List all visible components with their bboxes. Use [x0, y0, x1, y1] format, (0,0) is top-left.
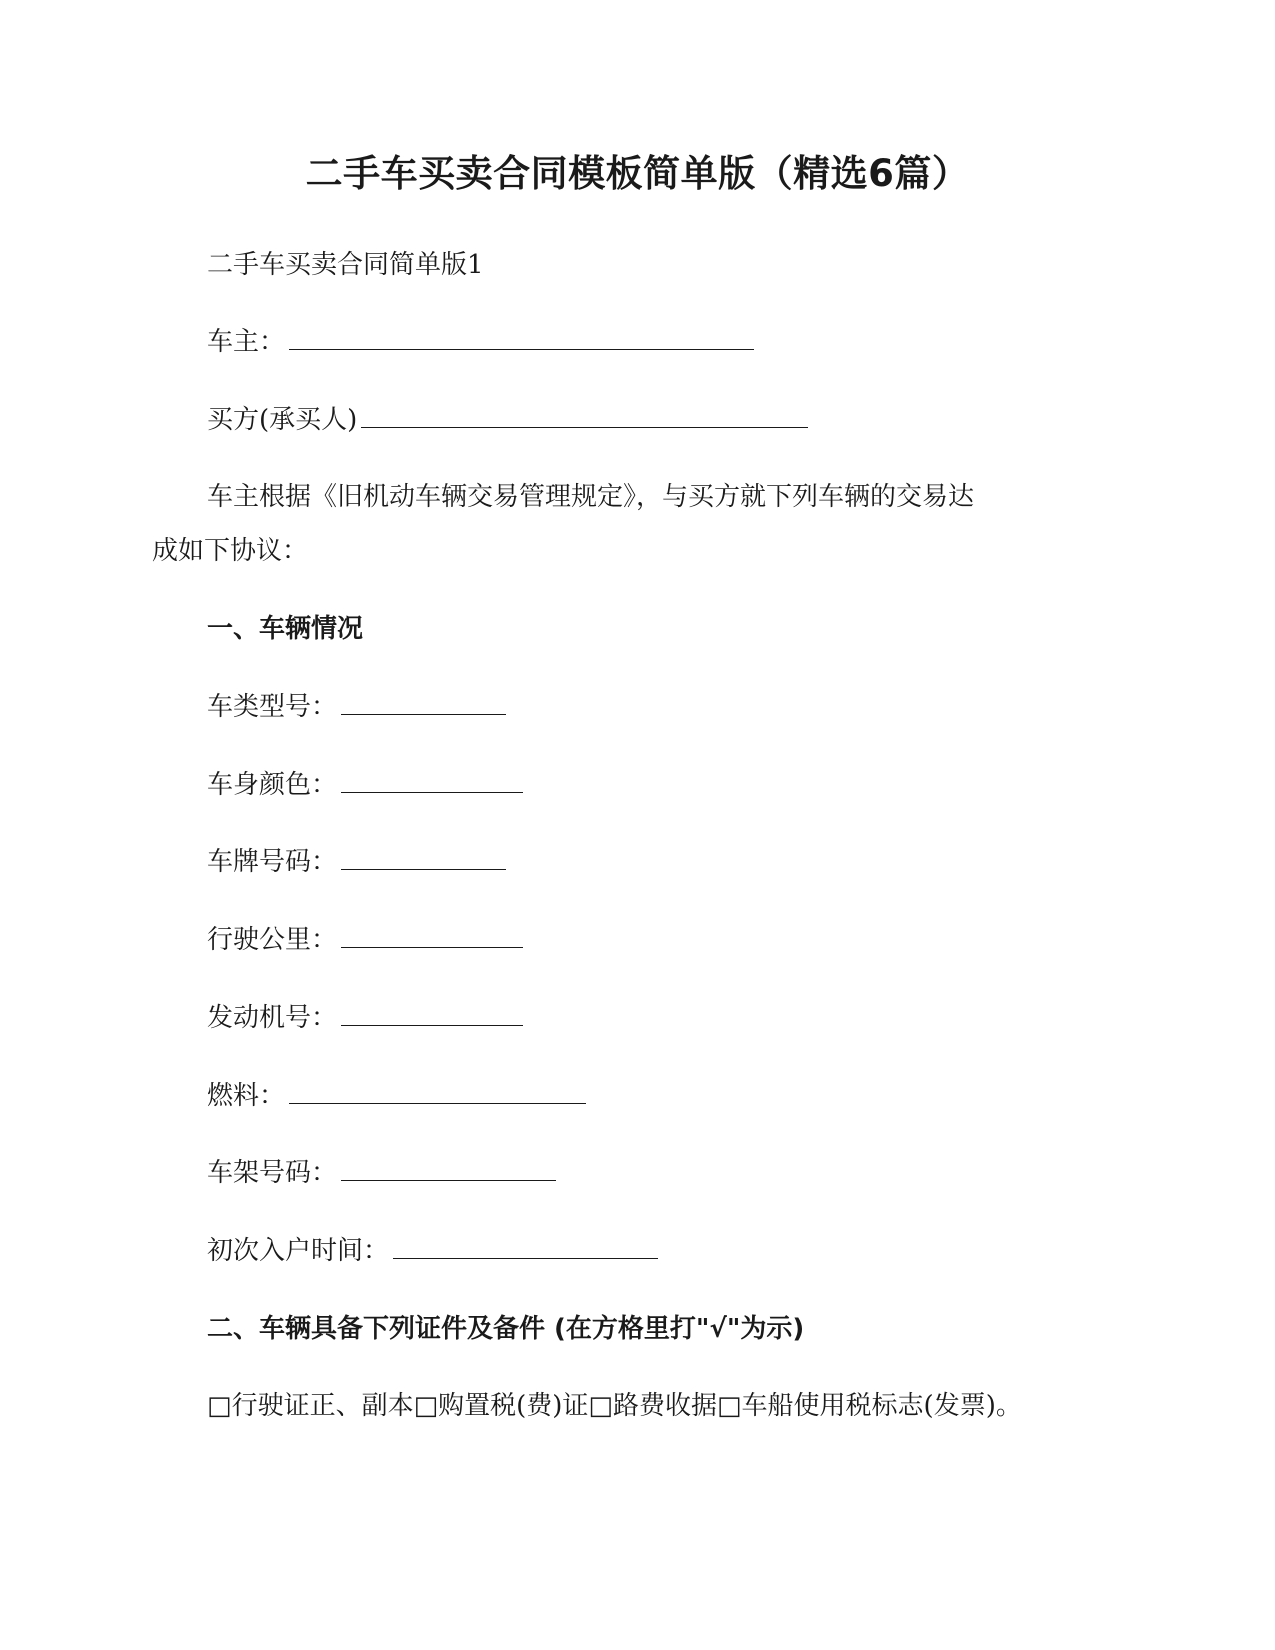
engine-label: 发动机号： [207, 1003, 338, 1033]
contract-subtitle: 二手车买卖合同简单版1 [207, 250, 484, 280]
color-label: 车身颜色： [207, 770, 338, 800]
frame-blank-field[interactable] [341, 1158, 556, 1181]
mileage-line [207, 920, 523, 960]
plate-line [207, 842, 506, 882]
mileage-blank-field[interactable] [341, 925, 523, 948]
frame-label: 车架号码： [207, 1158, 338, 1188]
owner-line [207, 322, 754, 362]
buyer-line [207, 400, 808, 440]
buyer-blank-field[interactable] [361, 405, 808, 428]
section-1-heading: 一、车辆情况 [207, 614, 364, 644]
model-label: 车类型号： [207, 692, 338, 722]
intro-paragraph-line-2: 成如下协议： [152, 536, 309, 566]
fuel-blank-field[interactable] [289, 1081, 586, 1104]
plate-label: 车牌号码： [207, 847, 338, 877]
engine-line [207, 998, 523, 1038]
first-registration-label: 初次入户时间： [207, 1236, 390, 1266]
frame-line [207, 1153, 556, 1193]
document-title: 二手车买卖合同模板简单版（精选6篇） [305, 152, 970, 195]
engine-blank-field[interactable] [341, 1003, 523, 1026]
section-2-heading: 二、车辆具备下列证件及备件 (在方格里打"√"为示) [207, 1314, 805, 1344]
color-line [207, 765, 523, 805]
color-blank-field[interactable] [341, 770, 523, 793]
documents-checklist-line: □行驶证正、副本□购置税(费)证□路费收据□车船使用税标志(发票)。 [207, 1391, 1022, 1421]
owner-blank-field[interactable] [289, 327, 754, 350]
fuel-label: 燃料： [207, 1081, 286, 1111]
buyer-label: 买方(承买人) [207, 405, 358, 435]
first-registration-line [207, 1231, 658, 1271]
plate-blank-field[interactable] [341, 847, 506, 870]
first-registration-blank-field[interactable] [393, 1236, 658, 1259]
fuel-line [207, 1076, 586, 1116]
mileage-label: 行驶公里： [207, 925, 338, 955]
owner-label: 车主： [207, 327, 286, 357]
intro-paragraph-line-1: 车主根据《旧机动车辆交易管理规定》，与买方就下列车辆的交易达 [207, 482, 975, 512]
model-blank-field[interactable] [341, 692, 506, 715]
model-line [207, 687, 506, 727]
